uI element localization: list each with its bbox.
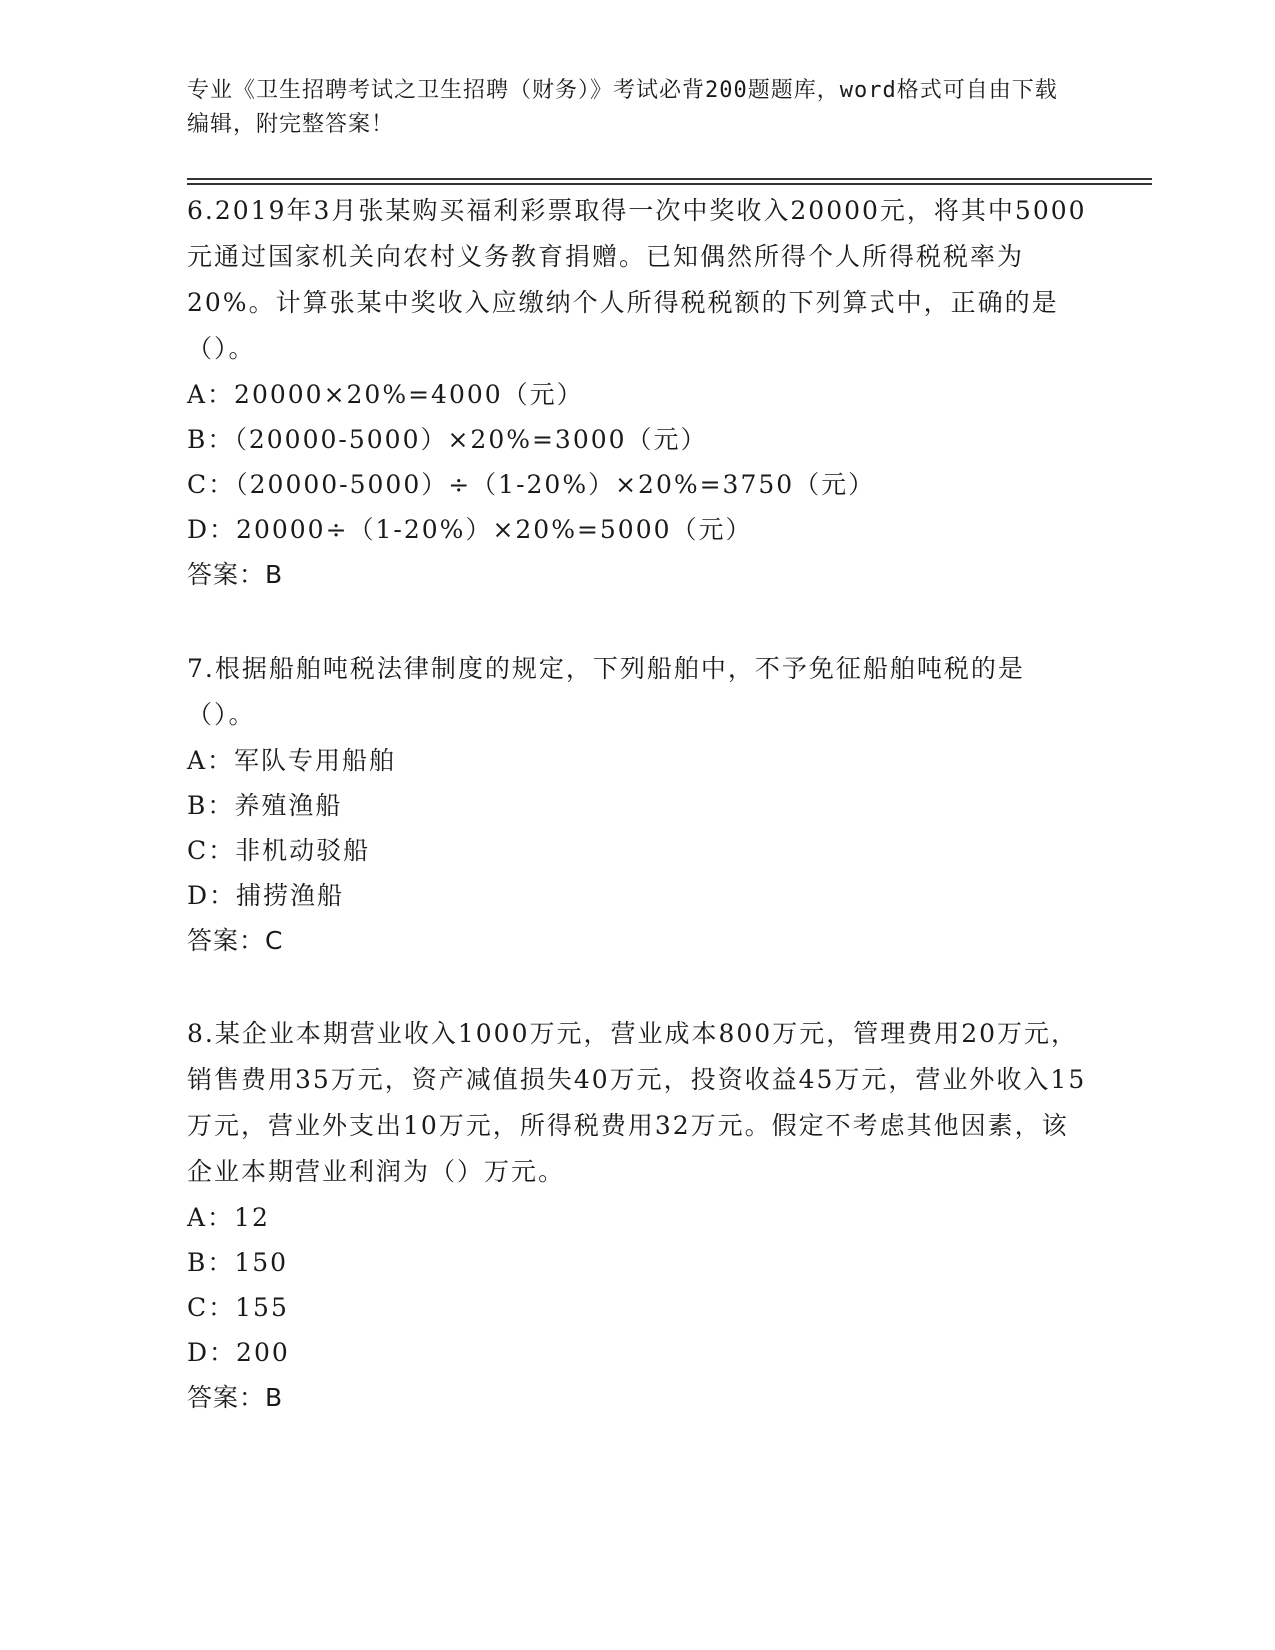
option-b: B：（20000-5000）×20%=3000（元） [187,425,708,454]
question-7 [187,646,1087,964]
option-d: D：200 [187,1338,290,1367]
header-title: 专业《卫生招聘考试之卫生招聘（财务）》考试必背200题题库，word格式可自由下载编辑，附完整答案！ [187,78,1058,137]
question-8 [187,1011,1087,1421]
answer-line: 答案：B [187,560,284,589]
option-c: C：（20000-5000）÷（1-20%）×20%=3750（元） [187,470,876,499]
option-a: A：20000×20%=4000（元） [187,380,584,409]
answer-line: 答案：B [187,1383,284,1412]
answer-line: 答案：C [187,926,284,955]
option-c: C：155 [187,1293,289,1322]
option-a: A：军队专用船舶 [187,746,397,775]
option-a: A：12 [187,1203,270,1232]
option-c: C：非机动驳船 [187,836,371,865]
option-b: B：150 [187,1248,289,1277]
document-header [187,74,1067,142]
question-stem: 8.某企业本期营业收入1000万元，营业成本800万元，管理费用20万元，销售费用35万元，资产减值损失40万元，投资收益45万元，营业外收入15万元，营业外支出10万元，所得税费用32万元。假定不考虑其他因素，该企业本期营业利润为（）万元。 [187,1019,1087,1186]
question-stem: 6.2019年3月张某购买福利彩票取得一次中奖收入20000元，将其中5000元通过国家机关向农村义务教育捐赠。已知偶然所得个人所得税税率为20%。计算张某中奖收入应缴纳个人所得税税额的下列算式中，正确的是（）。 [187,196,1087,363]
question-stem: 7.根据船舶吨税法律制度的规定，下列船舶中，不予免征船舶吨税的是（）。 [187,654,1025,729]
header-divider-top [187,178,1152,180]
header-divider-bottom [187,183,1152,185]
question-6 [187,188,1087,598]
option-b: B：养殖渔船 [187,791,343,820]
option-d: D：20000÷（1-20%）×20%=5000（元） [187,515,753,544]
option-d: D：捕捞渔船 [187,881,345,910]
